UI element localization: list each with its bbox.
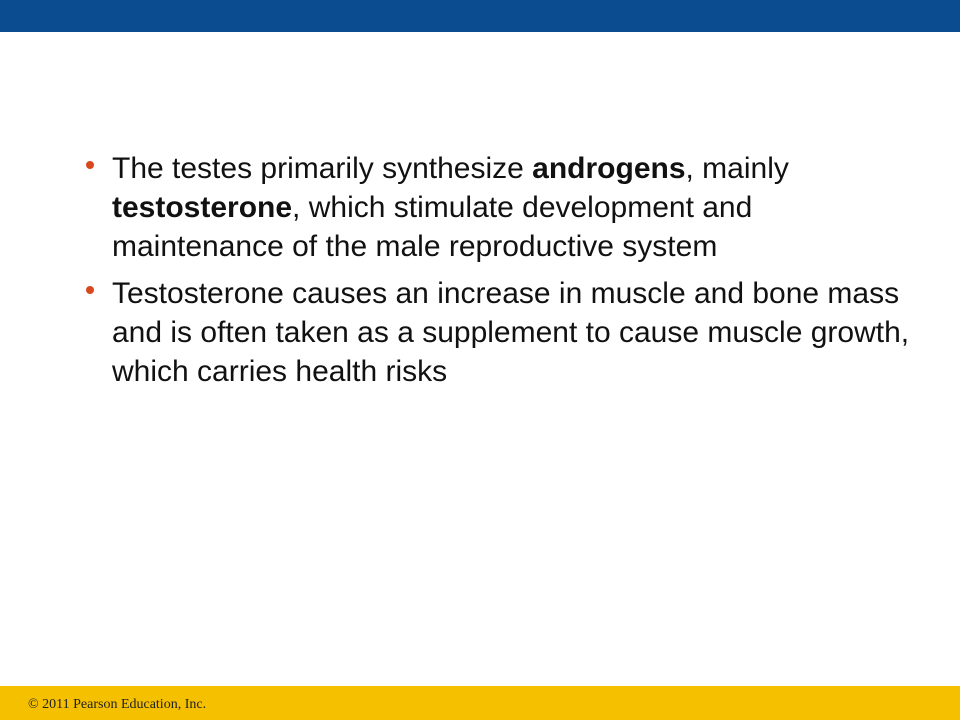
top-header-bar xyxy=(0,0,960,32)
bullet-icon xyxy=(86,161,94,169)
bullet-text xyxy=(112,274,912,391)
bullet-text-segment: , mainly xyxy=(685,152,789,185)
bold-term-androgens: androgens xyxy=(532,152,686,185)
bullet-text-segment: Testosterone causes an increase in muscle and bone mass and is often taken as a supplement to cause muscle growth, which carries health risks xyxy=(112,277,910,388)
bold-term-testosterone: testosterone xyxy=(112,191,293,224)
slide-content xyxy=(112,149,912,399)
bullet-text-segment: , which stimulate development and maintenance of the male reproductive system xyxy=(112,191,753,263)
bullet-text xyxy=(112,149,912,266)
bullet-icon xyxy=(86,286,94,294)
bullet-item-muscle-growth xyxy=(112,274,912,391)
copyright-notice: © 2011 Pearson Education, Inc. xyxy=(28,697,207,712)
bullet-item-androgens xyxy=(112,149,912,266)
bullet-text-segment: The testes primarily synthesize xyxy=(112,152,533,185)
